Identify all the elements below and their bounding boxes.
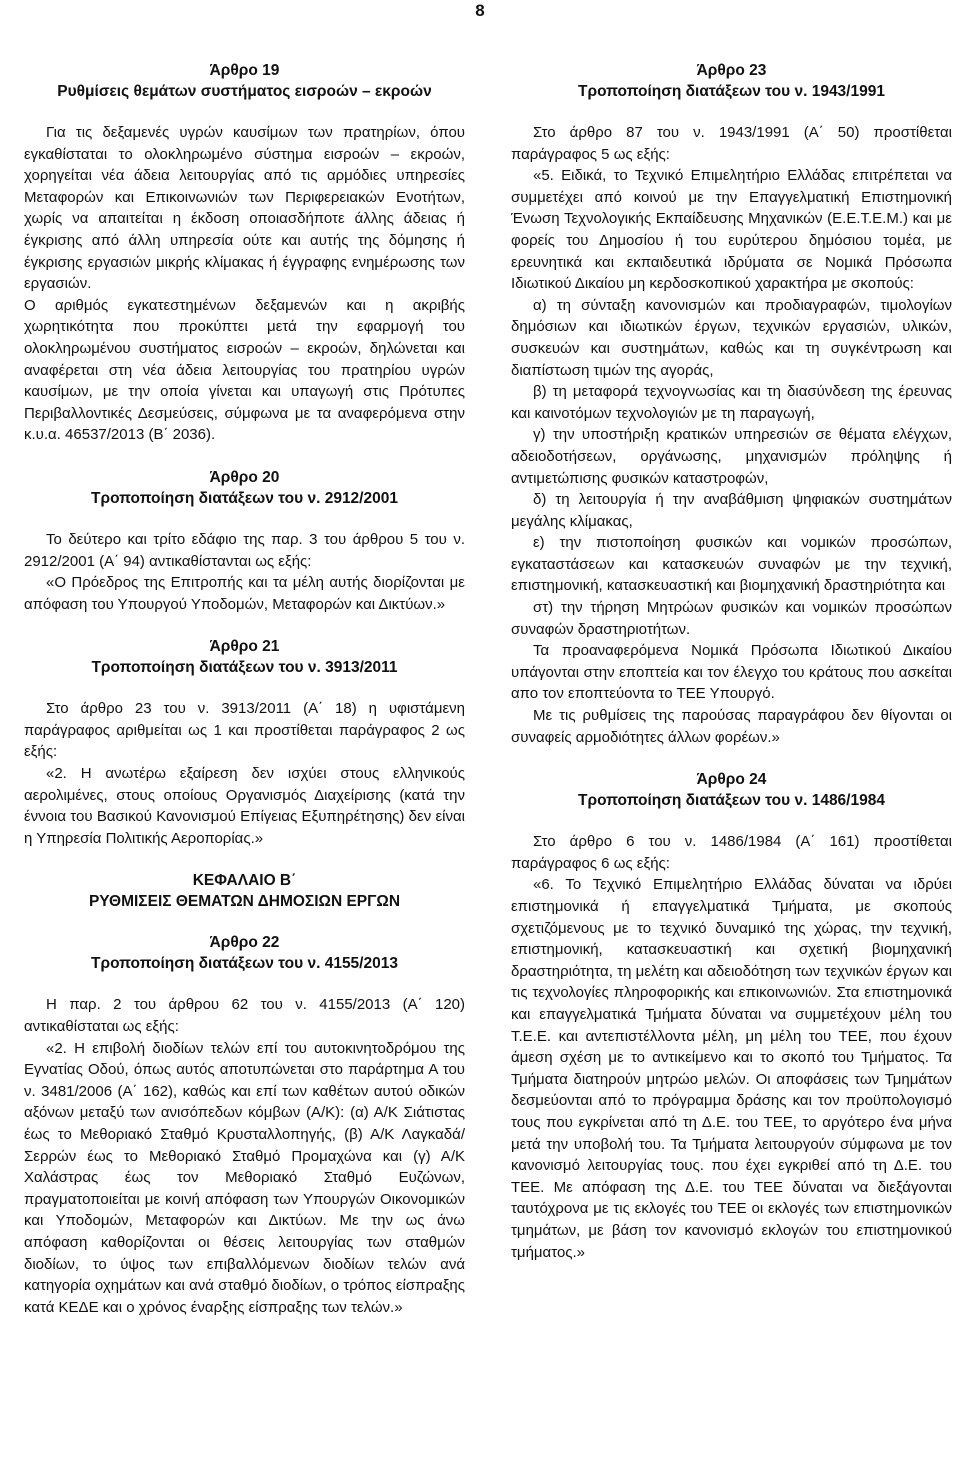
- article-23-paragraph-2: «5. Ειδικά, το Τεχνικό Επιμελητήριο Ελλάδας επιτρέπεται να συμμετέχει από κοινού με την Επαγγελματική Επιστημονική Ένωση Τεχνολογικής Εκπαίδευσης Μηχανικών (Ε.Ε.Τ.Ε.Μ.) και με φορείς του Δημοσίου ή του ευρύτερου δημόσιου τομέα, με ερευνητικά και εκπαιδευτικά ιδρύματα σε Νομικά Πρόσωπα Ιδιωτικού Δικαίου μη κερδοσκοπικού χαρακτήρα με σκοπούς:: [511, 167, 952, 293]
- article-19-heading: [24, 60, 465, 102]
- article-19-paragraph-2: Ο αριθμός εγκατεστημένων δεξαμενών και η ακριβής χωρητικότητα που προκύπτει μετά την εφαρμογή του ολοκληρωμένου συστήματος εισροών – εκροών, δηλώνεται και αναφέρεται στη νέα άδεια λειτουργίας του πρατηρίου υγρών καυσίμων, με την οποία γίνεται και υπαγωγή στις Πρότυπες Περιβαλλοντικές Δεσμεύσεις, σύμφωνα με τα αναφερόμενα στην κ.υ.α. 46537/2013 (Β΄ 2036).: [24, 296, 465, 444]
- article-19-subtitle: Ρυθμίσεις θεμάτων συστήματος εισροών – εκροών: [57, 83, 432, 100]
- chapter-b-heading: [24, 870, 465, 912]
- article-21-heading: [24, 636, 465, 678]
- article-24-title: Άρθρο 24: [696, 771, 767, 789]
- article-23-heading: [511, 60, 952, 102]
- article-19-title: Άρθρο 19: [209, 62, 280, 79]
- article-23-item-c: γ) την υποστήριξη κρατικών υπηρεσιών σε θέματα ελέγχων, αδειοδοτήσεων, οργάνωσης, μηχανισμών πρόληψης ή αντιμετώπισης φυσικών καταστροφών,: [511, 426, 952, 487]
- article-23-item-f: στ) την τήρηση Μητρώων φυσικών και νομικών προσώπων συναφών δραστηριοτήτων.: [511, 599, 952, 638]
- article-23-subtitle: Τροποποίηση διατάξεων του ν. 1943/1991: [578, 83, 885, 100]
- chapter-title: ΚΕΦΑΛΑΙΟ Β΄: [192, 872, 297, 890]
- article-20-subtitle: Τροποποίηση διατάξεων του ν. 2912/2001: [91, 489, 398, 507]
- article-24-subtitle: Τροποποίηση διατάξεων του ν. 1486/1984: [578, 792, 885, 810]
- article-23-item-e: ε) την πιστοποίηση φυσικών και νομικών προσώπων, εγκαταστάσεων και κατασκευών συναφών με την τεχνική, επιστημονική, κατασκευαστική και βιομηχανική δραστηριότητα και: [511, 534, 952, 595]
- article-21-paragraph-2: «2. Η ανωτέρω εξαίρεση δεν ισχύει στους ελληνικούς αερολιμένες, στους οποίους Οργανισμός Διαχείρισης (κατά την έννοια του Βασικού Κανονισμού Επίγειας Εξυπηρέτησης) δεν είναι η Υπηρεσία Πολιτικής Αεροπορίας.»: [24, 765, 465, 847]
- article-23-paragraph-4: Με τις ρυθμίσεις της παρούσας παραγράφου δεν θίγονται οι συναφείς αρμοδιότητες άλλων φορέων.»: [511, 707, 952, 746]
- article-24-paragraph-1: Στο άρθρο 6 του ν. 1486/1984 (Α΄ 161) προστίθεται παράγραφος 6 ως εξής:: [511, 833, 952, 872]
- article-22-subtitle: Τροποποίηση διατάξεων του ν. 4155/2013: [91, 955, 398, 973]
- article-21-subtitle: Τροποποίηση διατάξεων του ν. 3913/2011: [91, 659, 398, 677]
- article-23-item-a: α) τη σύνταξη κανονισμών και προδιαγραφών, τιμολογίων δημόσιων και ιδιωτικών έργων, τεχνικών εργασιών, υλικών, συσκευών και συστημάτων, καθώς και τη συγκέντρωση και διαπίστωση τιμών της αγοράς,: [511, 296, 952, 379]
- article-22-heading: [24, 932, 465, 974]
- article-20-paragraph-2: «Ο Πρόεδρος της Επιτροπής και τα μέλη αυτής διορίζονται με απόφαση του Υπουργού Υποδομών, Μεταφορών και Δικτύων.»: [24, 574, 465, 613]
- right-column: [511, 60, 952, 1263]
- article-20-paragraph-1: Το δεύτερο και τρίτο εδάφιο της παρ. 3 του άρθρου 5 του ν. 2912/2001 (Α΄ 94) αντικαθίστανται ως εξής:: [24, 530, 465, 570]
- article-22-paragraph-1: Η παρ. 2 του άρθρου 62 του ν. 4155/2013 (Α΄ 120) αντικαθίσταται ως εξής:: [24, 996, 465, 1036]
- left-column: [24, 60, 465, 1318]
- article-23-item-b: β) τη μεταφορά τεχνογνωσίας και τη διασύνδεση της έρευνας και καινοτόμων τεχνολογιών με τη παραγωγή,: [511, 383, 952, 422]
- article-23-title: Άρθρο 23: [696, 62, 767, 79]
- article-23-item-d: δ) τη λειτουργία ή την αναβάθμιση ψηφιακών συστημάτων μεγάλης κλίμακας,: [511, 491, 952, 530]
- article-21-title: Άρθρο 21: [209, 638, 280, 656]
- article-21-paragraph-1: Στο άρθρο 23 του ν. 3913/2011 (Α΄ 18) η υφιστάμενη παράγραφος αριθμείται ως 1 και προστίθεται παράγραφος 2 ως εξής:: [24, 700, 465, 761]
- article-24-heading: [511, 769, 952, 811]
- article-22-paragraph-2: «2. Η επιβολή διοδίων τελών επί του αυτοκινητοδρόμου της Εγνατίας Οδού, όπως αυτός αποτυπώνεται στο παράρτημα Α του ν. 3481/2006 (Α΄ 162), καθώς και επί των καθέτων αυτού οδικών αξόνων μεταξύ των ανισόπεδων κόμβων (Α/Κ): (α) Α/Κ Σιάτιστας έως το Μεθοριακό Σταθμό Κρυσταλλοπηγής, (β) Α/Κ Λαγκαδά/Σερρών έως το Μεθοριακό Σταθμό Προμαχώνα και (γ) Α/Κ Χαλάστρας έως τον Μεθοριακό Σταθμό Ευζώνων, πραγματοποιείται με κοινή απόφαση των Υπουργών Οικονομικών και Υποδομών, Μεταφορών και Δικτύων. Με την ως άνω απόφαση καθορίζονται οι θέσεις λειτουργίας των σταθμών διοδίων, το ύψος των επιβαλλόμενων διοδίων τελών ανά κατηγορία οχημάτων και ανά σταθμό διοδίων, ο τρόπος είσπραξης κατά ΚΕΔΕ και ο χρόνος έναρξης είσπραξης των τελών.»: [24, 1039, 465, 1316]
- article-22-title: Άρθρο 22: [209, 934, 280, 952]
- page-number: 8: [475, 1, 485, 20]
- article-20-heading: [24, 467, 465, 509]
- article-20-title: Άρθρο 20: [209, 468, 280, 486]
- chapter-subtitle: ΡΥΘΜΙΣΕΙΣ ΘΕΜΑΤΩΝ ΔΗΜΟΣΙΩΝ ΕΡΓΩΝ: [88, 893, 401, 911]
- article-23-paragraph-3: Τα προαναφερόμενα Νομικά Πρόσωπα Ιδιωτικού Δικαίου υπάγονται στην εποπτεία και τον έλεγχο του κράτους που ασκείται απο τον εποπτεύοντα το ΤΕΕ Υπουργό.: [511, 642, 952, 703]
- article-23-paragraph-1: Στο άρθρο 87 του ν. 1943/1991 (Α΄ 50) προστίθεται παράγραφος 5 ως εξής:: [511, 124, 952, 163]
- article-19-paragraph-1: Για τις δεξαμενές υγρών καυσίμων των πρατηρίων, όπου εγκαθίσταται το ολοκληρωμένο σύστημα εισροών – εκροών, χορηγείται νέα άδεια λειτουργίας από τις αρμόδιες υπηρεσίες Μεταφορών και Επικοινωνιών των Περιφερειακών Ενοτήτων, χωρίς να απαιτείται η έκδοση οποιασδήποτε άλλης άδειας ή έγκρισης από άλλη υπηρεσία ούτε και αυτής της δόμησης ή έγκρισης εργασιών μικρής κλίμακας ή έγγραφης ενημέρωσης των εργασιών.: [24, 124, 465, 293]
- article-24-paragraph-2: «6. Το Τεχνικό Επιμελητήριο Ελλάδας δύναται να ιδρύει επιστημονικά ή επαγγελματικά Τμήματα, με σκοπούς σχετιζόμενους με το τεχνικό δυναμικό της χώρας, την τεχνική, επιστημονική, κατασκευαστική και σχετική βιομηχανική δραστηριότητα, τη μελέτη και αδειοδότηση των τεχνικών έργων και τις τεχνολογίες πληροφορικής και επικοινωνιών. Στα επιστημονικά και επαγγελματικά Τμήματα δύναται να συμμετέχουν μέλη του Τ.Ε.Ε. και αντεπιστέλλοντα μέλη, μη μέλη του ΤΕΕ, που έχουν άμεση σχέση με το αντικείμενο και το σκοπό του Τμήματος. Τα Τμήματα διατηρούν μητρώο μελών. Οι αποφάσεις των Τμημάτων δεσμεύονται από το πρόγραμμα δράσης και τον προϋπολογισμό τους που εγκρίνεται από τη Δ.Ε. του ΤΕΕ, το αργότερο ένα μήνα μετά την υποβολή του. Τα Τμήματα λειτουργούν σύμφωνα με τον κανονισμό λειτουργίας τους. που έχει εγκριθεί από τη Δ.Ε. του ΤΕΕ. Με απόφαση της Δ.Ε. του ΤΕΕ δύναται να διεξάγονται ταυτόχρονα με τις εκλογές του ΤΕΕ οι εκλογές των επιστημονικών τμημάτων, με βάση τον κανονισμό εκλογών του επιστημονικού τμήματος.»: [511, 876, 952, 1261]
